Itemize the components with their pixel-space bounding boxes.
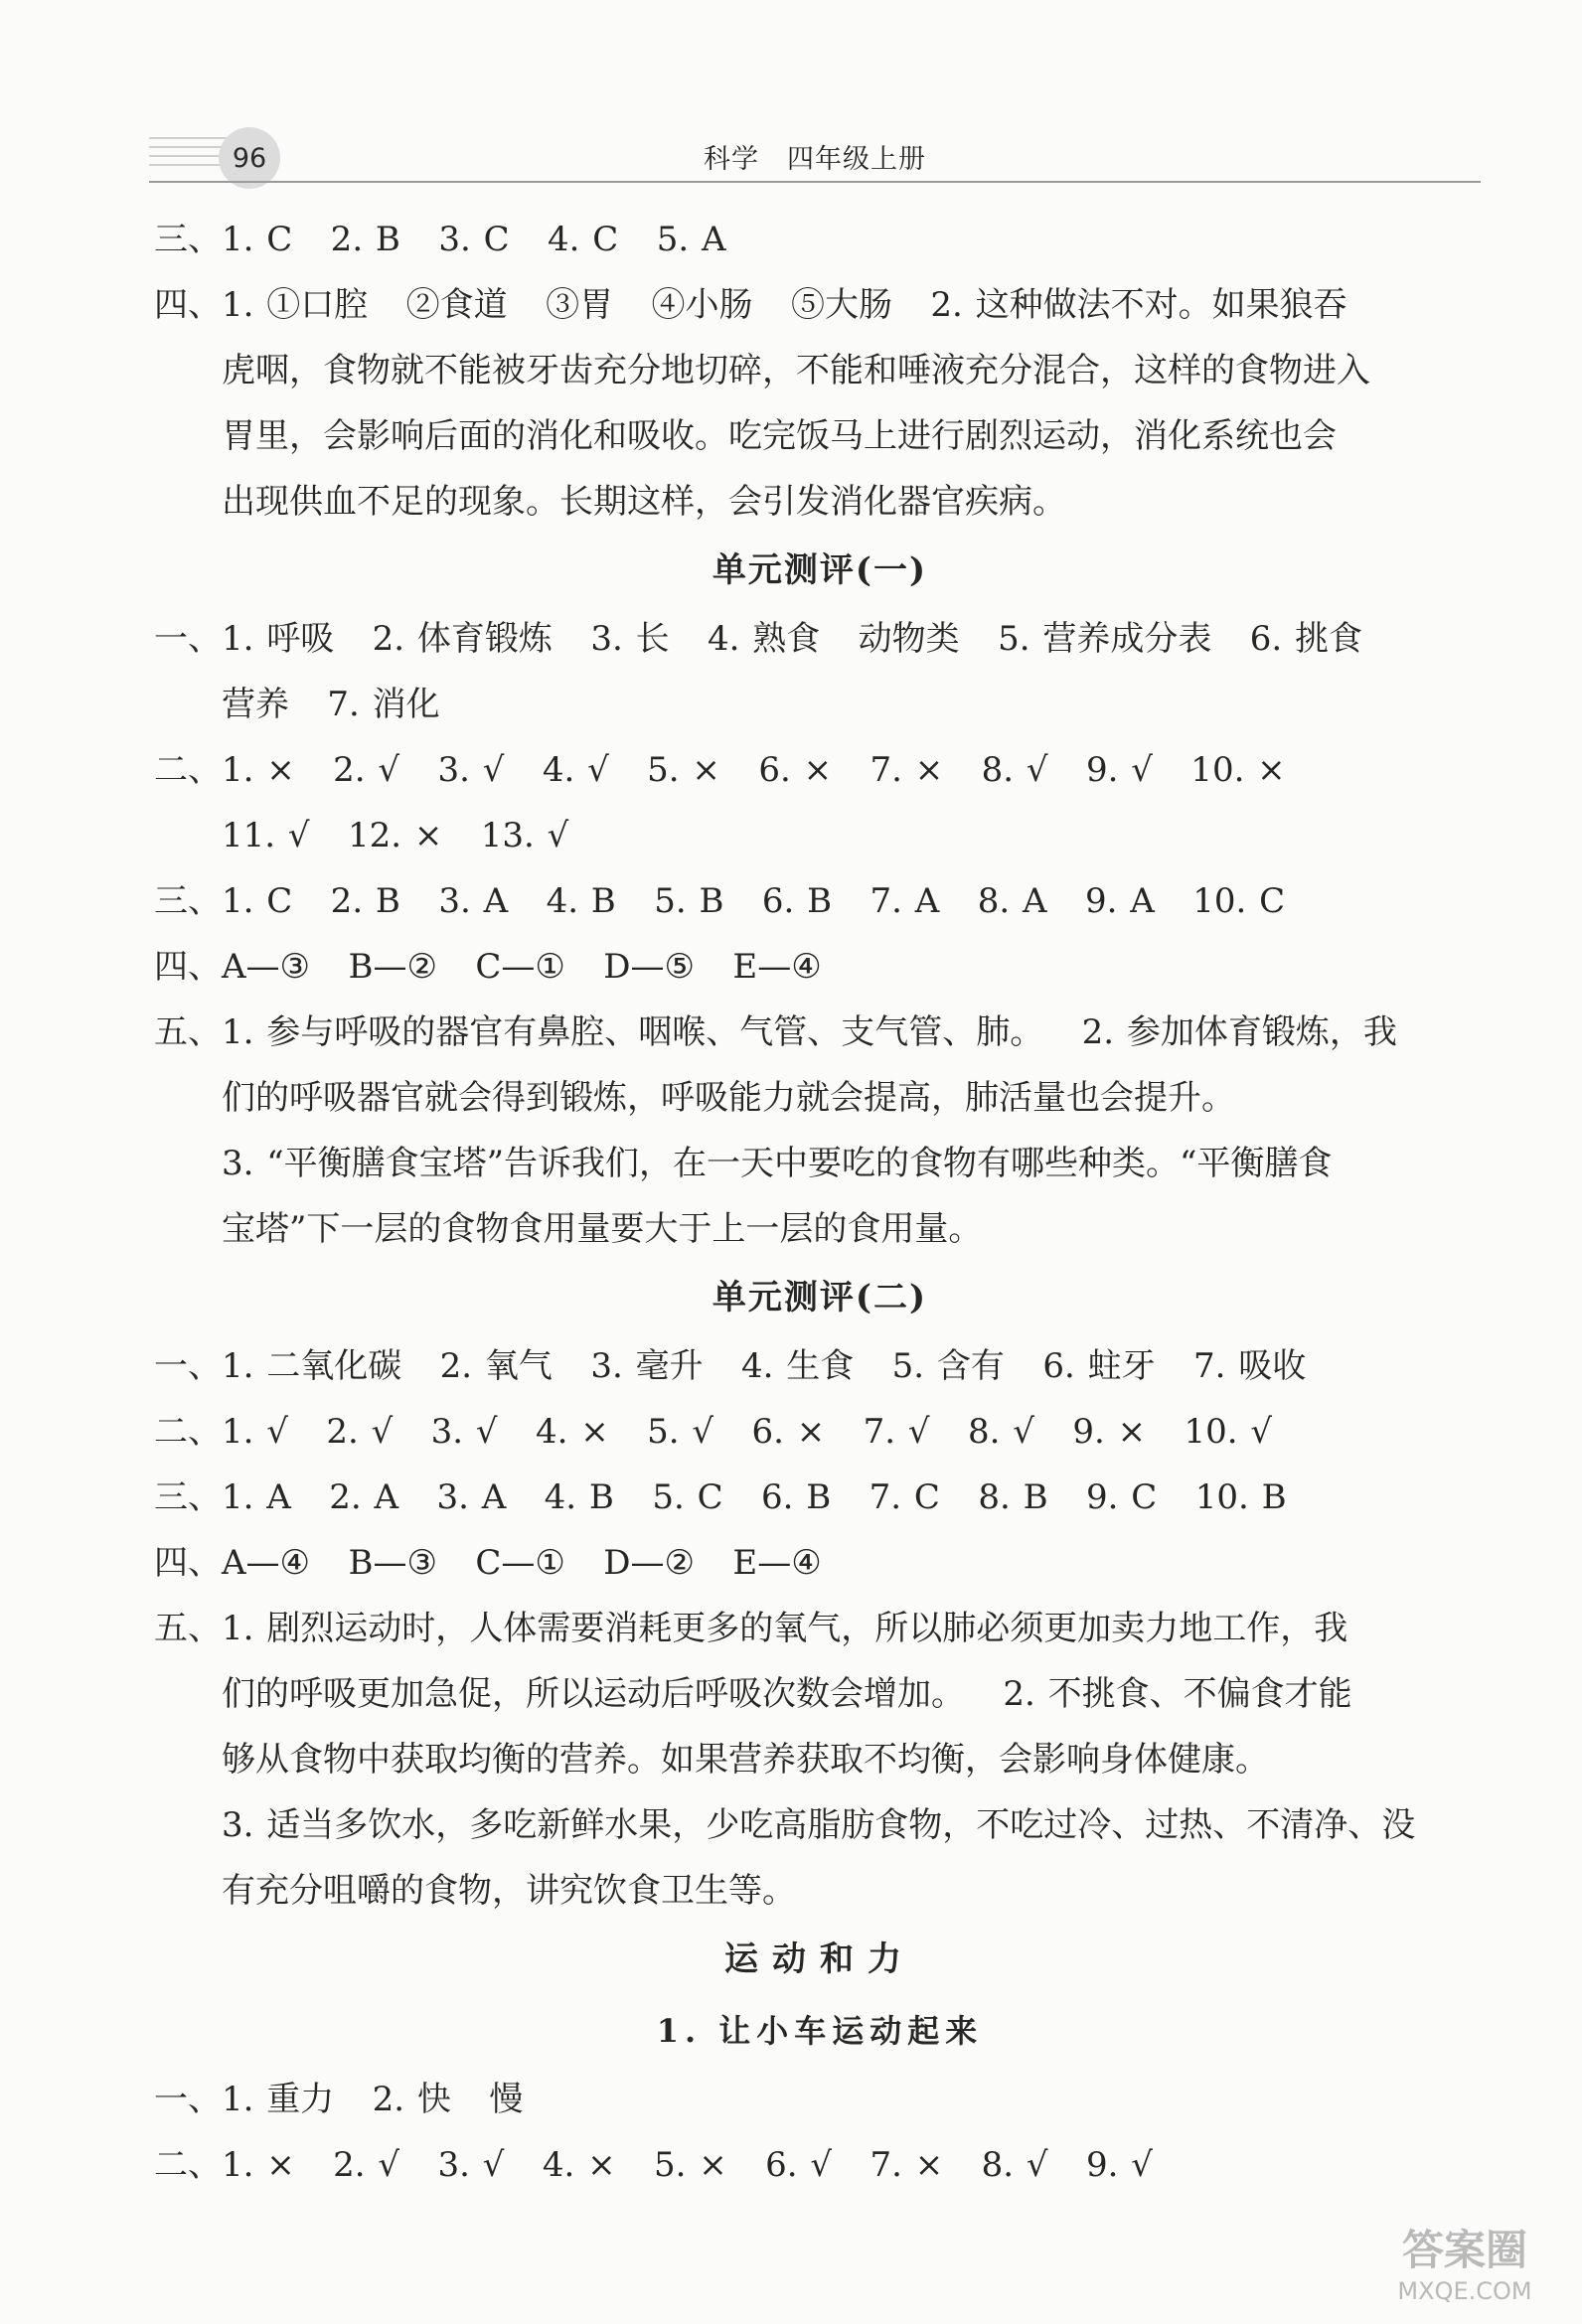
- question-group-label: 一、: [154, 2080, 222, 2119]
- answer-line: [154, 1399, 1486, 1465]
- watermark-url: MXQE.COM: [1397, 2277, 1532, 2305]
- question-group-label: 四、: [154, 1543, 222, 1583]
- answer-line: [154, 1661, 1486, 1727]
- answer-text: 宝塔”下一层的食物食用量要大于上一层的食用量。: [222, 1209, 983, 1249]
- answer-line: [154, 1727, 1486, 1792]
- answer-text: 1. 重力 2. 快 慢: [222, 2080, 524, 2119]
- answer-line: [154, 1333, 1486, 1399]
- answer-text: A—③ B—② C—① D—⑤ E—④: [222, 947, 822, 987]
- question-group-label: 三、: [154, 881, 222, 921]
- question-group-label: 四、: [154, 285, 222, 325]
- answer-text: 1. A 2. A 3. A 4. B 5. C 6. B 7. C 8. B 9. C 10. B: [222, 1477, 1287, 1517]
- page-header: [149, 127, 1481, 187]
- answer-text: 胃里，会影响后面的消化和吸收。吃完饭马上进行剧烈运动，消化系统也会: [222, 416, 1337, 456]
- answer-text: 1. × 2. √ 3. √ 4. √ 5. × 6. × 7. × 8. √ 9. √ 10. ×: [222, 750, 1286, 790]
- answer-text: 出现供血不足的现象。长期这样，会引发消化器官疾病。: [222, 482, 1066, 522]
- question-group-label: 三、: [154, 1477, 222, 1517]
- answer-text: 3. 适当多饮水，多吃新鲜水果，少吃高脂肪食物，不吃过冷、过热、不清净、没: [222, 1805, 1416, 1845]
- answer-line: [154, 2067, 1486, 2132]
- answer-line: [154, 469, 1486, 535]
- answer-text: 们的呼吸器官就会得到锻炼，呼吸能力就会提高，肺活量也会提升。: [222, 1078, 1235, 1118]
- answer-line: [154, 1858, 1486, 1924]
- answer-text: 1. 呼吸 2. 体育锻炼 3. 长 4. 熟食 动物类 5. 营养成分表 6. 挑食: [222, 619, 1363, 659]
- answer-line: [154, 803, 1486, 868]
- section-heading: 单元测评(二): [712, 1278, 928, 1317]
- answer-line: [154, 606, 1486, 672]
- watermark-logo: [1365, 2225, 1564, 2314]
- answer-line: [154, 1530, 1486, 1596]
- answer-text: 1. √ 2. √ 3. √ 4. × 5. √ 6. × 7. √ 8. √ 9. × 10. √: [222, 1412, 1273, 1452]
- answer-line: [154, 1065, 1486, 1131]
- answer-line: [154, 868, 1486, 934]
- answer-text: 们的呼吸更加急促，所以运动后呼吸次数会增加。 2. 不挑食、不偏食才能: [222, 1674, 1352, 1714]
- answer-line: [154, 1792, 1486, 1858]
- question-group-label: 一、: [154, 619, 222, 659]
- question-group-label: 五、: [154, 1609, 222, 1648]
- answer-line: [154, 672, 1486, 737]
- question-group-label: 五、: [154, 1012, 222, 1052]
- header-rule: [149, 181, 1481, 183]
- answer-line: [154, 403, 1486, 469]
- question-group-label: 二、: [154, 1412, 222, 1452]
- answer-text: 营养 7. 消化: [222, 685, 440, 724]
- answer-content: [154, 207, 1486, 2198]
- answer-line: [154, 737, 1486, 803]
- question-group-label: 二、: [154, 750, 222, 790]
- answer-text: 11. √ 12. × 13. √: [222, 816, 569, 855]
- answer-text: 够从食物中获取均衡的营养。如果营养获取不均衡，会影响身体健康。: [222, 1740, 1269, 1780]
- answer-text: 1. C 2. B 3. C 4. C 5. A: [222, 220, 726, 259]
- answer-text: 1. C 2. B 3. A 4. B 5. B 6. B 7. A 8. A 9. A 10. C: [222, 881, 1286, 921]
- question-group-label: 二、: [154, 2145, 222, 2185]
- watermark-logo-text: 答案圈: [1401, 2226, 1527, 2274]
- answer-line: [154, 1465, 1486, 1530]
- answer-line: [154, 934, 1486, 1000]
- answer-line: [154, 2132, 1486, 2198]
- answer-text: 1. 剧烈运动时，人体需要消耗更多的氧气，所以肺必须更加卖力地工作，我: [222, 1609, 1348, 1648]
- question-group-label: 一、: [154, 1346, 222, 1386]
- answer-line: [154, 272, 1486, 338]
- section-heading: 单元测评(一): [712, 550, 928, 590]
- answer-line: [154, 338, 1486, 403]
- answer-line: [154, 207, 1486, 272]
- answer-text: 1. 二氧化碳 2. 氧气 3. 毫升 4. 生食 5. 含有 6. 蛀牙 7. 吸收: [222, 1346, 1307, 1386]
- answer-text: A—④ B—③ C—① D—② E—④: [222, 1543, 822, 1583]
- question-group-label: 三、: [154, 220, 222, 259]
- answer-text: 1. 参与呼吸的器官有鼻腔、咽喉、气管、支气管、肺。 2. 参加体育锻炼，我: [222, 1012, 1397, 1052]
- answer-text: 有充分咀嚼的食物，讲究饮食卫生等。: [222, 1871, 796, 1911]
- answer-line: [154, 1000, 1486, 1065]
- page-number: 96: [219, 127, 280, 189]
- answer-text: 1. × 2. √ 3. √ 4. × 5. × 6. √ 7. × 8. √ 9. √: [222, 2145, 1153, 2185]
- answer-text: 1. ①口腔 ②食道 ③胃 ④小肠 ⑤大肠 2. 这种做法不对。如果狼吞: [222, 285, 1347, 325]
- page-title: 科学 四年级上册: [704, 144, 926, 175]
- answer-line: [154, 1596, 1486, 1661]
- answer-line: [154, 1131, 1486, 1196]
- answer-text: 3. “平衡膳食宝塔”告诉我们，在一天中要吃的食物有哪些种类。“平衡膳食: [222, 1144, 1333, 1183]
- question-group-label: 四、: [154, 947, 222, 987]
- answer-line: [154, 1196, 1486, 1262]
- section-heading: 运动和力: [724, 1939, 915, 1979]
- answer-text: 虎咽，食物就不能被牙齿充分地切碎，不能和唾液充分混合，这样的食物进入: [222, 351, 1370, 390]
- section-heading: 1. 让小车运动起来: [656, 2012, 984, 2050]
